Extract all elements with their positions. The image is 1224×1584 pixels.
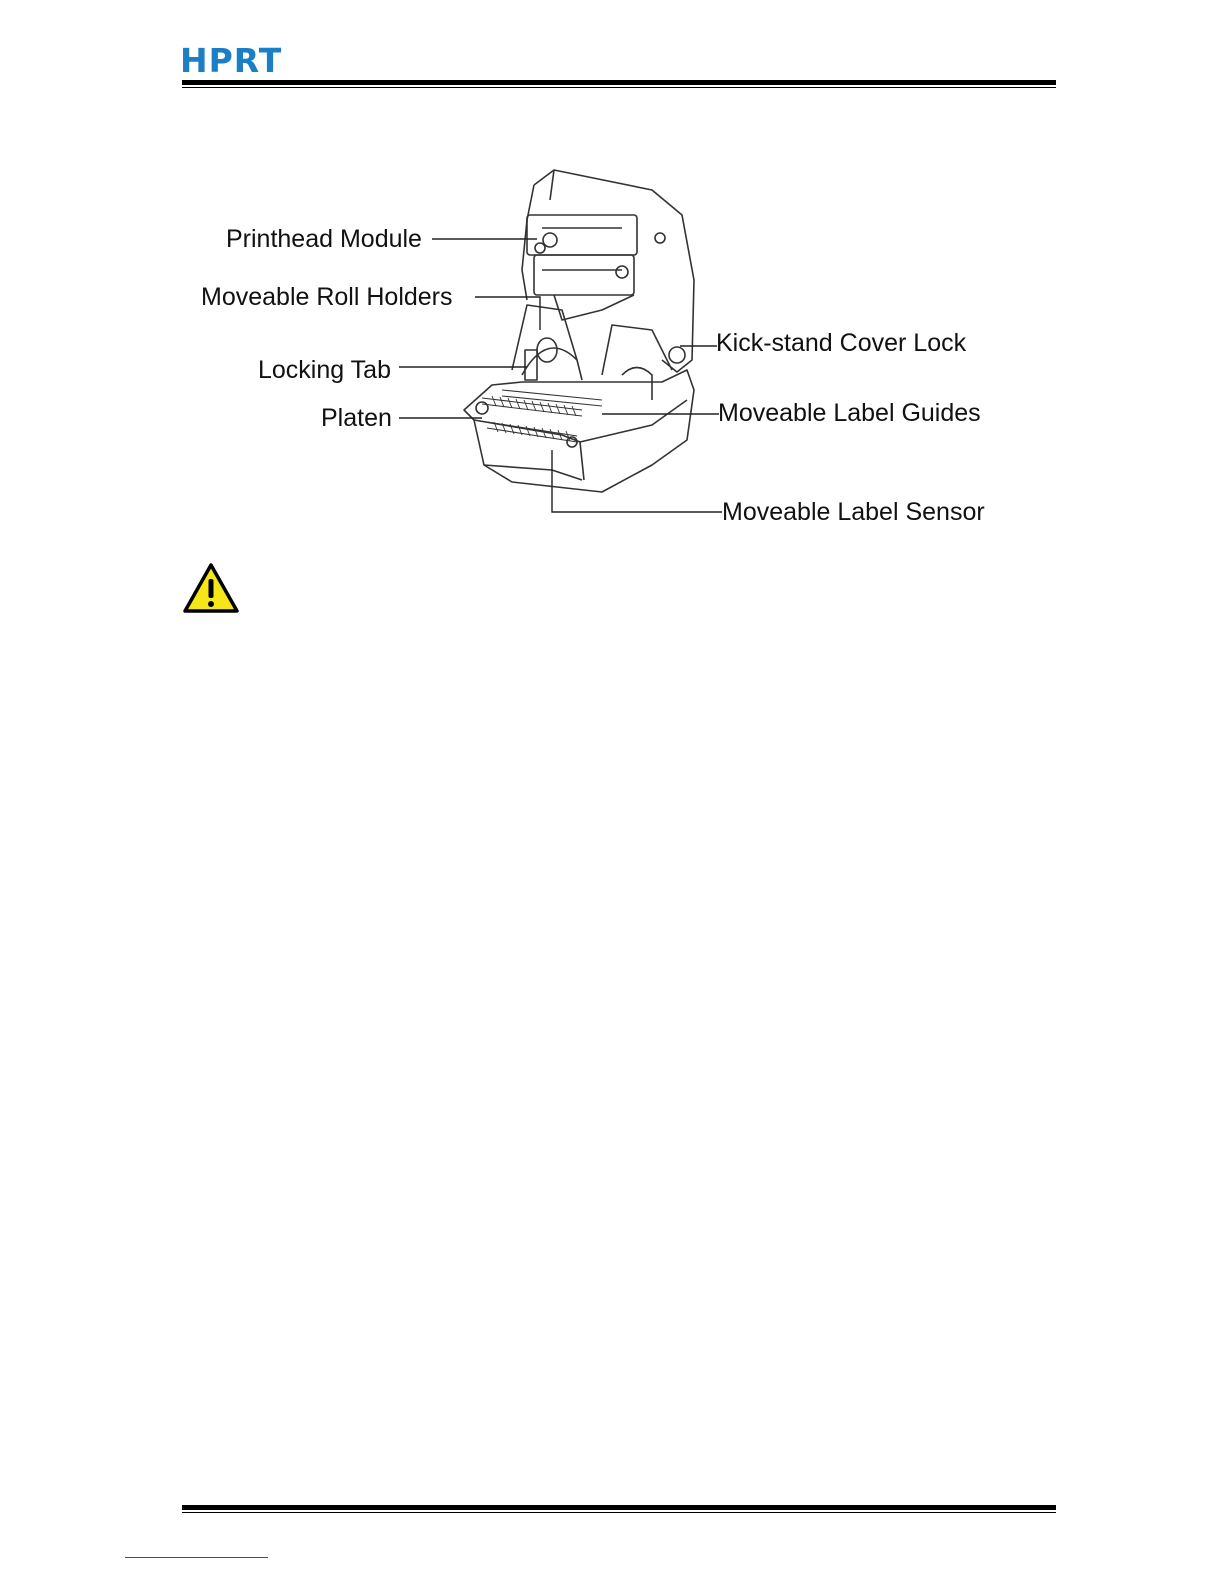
callout-platen: Platen bbox=[321, 404, 392, 432]
callout-kick-stand-cover-lock: Kick-stand Cover Lock bbox=[716, 329, 967, 357]
warning-triangle-icon bbox=[182, 562, 240, 614]
callout-locking-tab: Locking Tab bbox=[258, 356, 391, 384]
brand-logo-text: HPRT bbox=[180, 41, 283, 80]
callout-printhead-module: Printhead Module bbox=[226, 225, 422, 253]
callout-moveable-label-sensor: Moveable Label Sensor bbox=[722, 498, 985, 526]
footer-rule bbox=[182, 1505, 1056, 1513]
printer-figure bbox=[182, 160, 1056, 540]
callout-moveable-label-guides: Moveable Label Guides bbox=[718, 399, 981, 427]
footer-link[interactable] bbox=[125, 1557, 268, 1558]
header-rule bbox=[182, 80, 1056, 88]
brand-logo bbox=[180, 41, 304, 80]
callout-moveable-roll-holders: Moveable Roll Holders bbox=[201, 283, 453, 311]
